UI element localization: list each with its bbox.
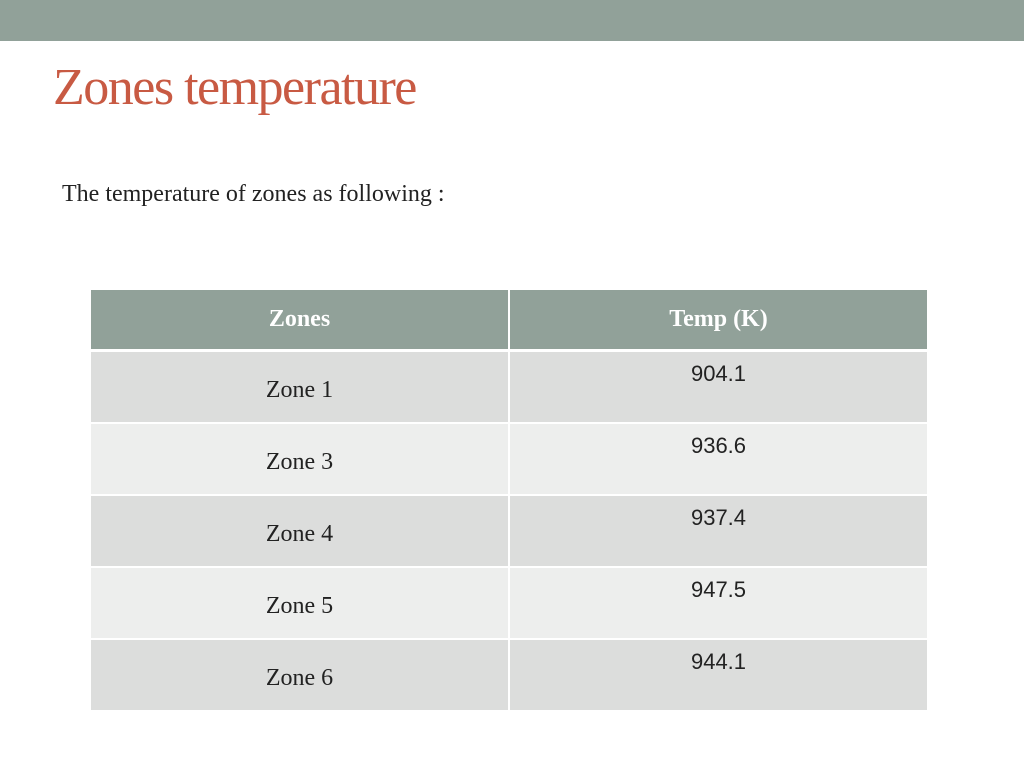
zone-cell: Zone 3 — [91, 423, 509, 495]
table-row — [91, 495, 927, 567]
slide-subtitle: The temperature of zones as following : — [62, 181, 445, 207]
temp-cell: 904.1 — [509, 351, 927, 424]
header-temp: Temp (K) — [509, 290, 927, 351]
temp-cell: 936.6 — [509, 423, 927, 495]
temp-cell: 944.1 — [509, 639, 927, 711]
zone-cell: Zone 4 — [91, 495, 509, 567]
zones-temperature-table — [91, 290, 927, 712]
zones-table-container — [91, 290, 927, 712]
table-row — [91, 567, 927, 639]
top-accent-bar — [0, 0, 1024, 41]
table-header-row — [91, 290, 927, 351]
zone-cell: Zone 6 — [91, 639, 509, 711]
temp-cell: 937.4 — [509, 495, 927, 567]
table-row — [91, 423, 927, 495]
zone-cell: Zone 5 — [91, 567, 509, 639]
table-row — [91, 639, 927, 711]
table-row — [91, 351, 927, 424]
temp-cell: 947.5 — [509, 567, 927, 639]
zone-cell: Zone 1 — [91, 351, 509, 424]
header-zones: Zones — [91, 290, 509, 351]
slide-title: Zones temperature — [53, 59, 416, 116]
